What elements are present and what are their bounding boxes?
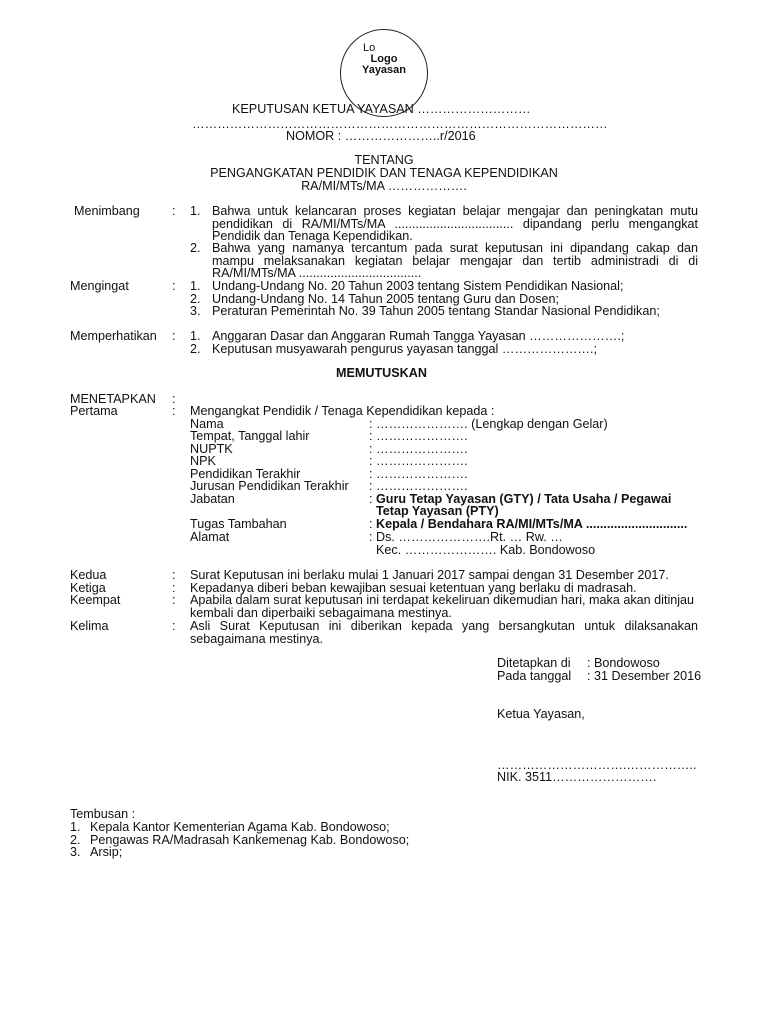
- kedua-text: Surat Keputusan ini berlaku mulai 1 Januari 2017 sampai dengan 31 Desember 2017.: [190, 568, 669, 582]
- pertama-label: Pertama: [70, 404, 118, 418]
- kelima-label: Kelima: [70, 619, 109, 633]
- field-label-tugas: Tugas Tambahan: [190, 517, 287, 531]
- field-label-jurusan: Jurusan Pendidikan Terakhir: [190, 479, 349, 493]
- logo-small-text: Lo: [363, 42, 376, 54]
- ditetapkan-label: Ditetapkan di: [497, 656, 571, 670]
- tembusan-num-2: 2.: [70, 833, 81, 847]
- ketiga-text: Kepadanya diberi beban kewajiban sesuai ketentuan yang berlaku di madrasah.: [190, 581, 637, 595]
- field-label-nama: Nama: [190, 417, 224, 431]
- menetapkan-label: MENETAPKAN: [70, 392, 156, 406]
- menimbang-2-line-1: Bahwa yang namanya tercantum pada surat keputusan ini dipandang cakap dan: [212, 241, 698, 255]
- memperhatikan-num-2: 2.: [190, 342, 201, 356]
- header-subject-2: RA/MI/MTs/MA ……………….: [301, 179, 467, 193]
- memperhatikan-item-2: Keputusan musyawarah pengurus yayasan tanggal ………………….;: [212, 342, 598, 356]
- field-value-alamat-2: Kec. …………………. Kab. Bondowoso: [376, 543, 596, 557]
- memperhatikan-item-1: Anggaran Dasar dan Anggaran Rumah Tangga Yayasan ………………….;: [212, 329, 625, 343]
- header-dotted-line: ………………………………………………………………………………………: [192, 117, 608, 131]
- memperhatikan-colon: :: [172, 329, 176, 343]
- field-value-nuptk: : ………………….: [369, 442, 468, 456]
- menimbang-num-1: 1.: [190, 204, 201, 218]
- mengingat-item-2: Undang-Undang No. 14 Tahun 2005 tentang Guru dan Dosen;: [212, 292, 560, 306]
- header-title: KEPUTUSAN KETUA YAYASAN ………………………: [232, 102, 531, 116]
- keempat-label: Keempat: [70, 593, 121, 607]
- kelima-line-2: sebagaimana mestinya.: [190, 632, 324, 646]
- tembusan-item-2: Pengawas RA/Madrasah Kankemenag Kab. Bondowoso;: [90, 833, 410, 847]
- memperhatikan-label: Memperhatikan: [70, 329, 157, 343]
- menimbang-2-line-2: mampu melaksanakan kegiatan belajar mengajar dan tertib administradi di di: [212, 254, 698, 268]
- header-subject: PENGANGKATAN PENDIDIK DAN TENAGA KEPENDIDIKAN: [210, 166, 558, 180]
- pertama-colon: :: [172, 404, 176, 418]
- ketiga-label: Ketiga: [70, 581, 106, 595]
- logo-line-1: Logo: [370, 53, 398, 65]
- header-nomor: NOMOR : …………………..r/2016: [286, 129, 476, 143]
- tembusan-item-1: Kepala Kantor Kementerian Agama Kab. Bondowoso;: [90, 820, 390, 834]
- mengingat-num-2: 2.: [190, 292, 201, 306]
- mengingat-label: Mengingat: [70, 279, 129, 293]
- logo-line-2: Yayasan: [361, 64, 407, 76]
- menimbang-num-2: 2.: [190, 241, 201, 255]
- keempat-line-2: kembali dan diperbaiki sebagaimana mestinya.: [190, 606, 452, 620]
- signature-role: Ketua Yayasan,: [497, 707, 585, 721]
- field-label-pendidikan: Pendidikan Terakhir: [190, 467, 301, 481]
- tanggal-value: : 31 Desember 2016: [587, 669, 702, 683]
- signature-nik: NIK. 3511…………………….: [497, 770, 657, 784]
- field-value-npk: : ………………….: [369, 454, 468, 468]
- menimbang-label: Menimbang: [74, 204, 140, 218]
- signature-name: ………………………….……………..: [497, 758, 697, 772]
- field-value-nama: : …………………. (Lengkap dengan Gelar): [369, 417, 608, 431]
- keempat-line-1: Apabila dalam surat keputusan ini terdapat kekeliruan dikemudian hari, maka akan ditinjau: [190, 593, 695, 607]
- tembusan-num-1: 1.: [70, 820, 81, 834]
- field-value-jurusan: : ………………….: [369, 479, 468, 493]
- mengingat-colon: :: [172, 279, 176, 293]
- mengingat-item-1: Undang-Undang No. 20 Tahun 2003 tentang Sistem Pendidikan Nasional;: [212, 279, 624, 293]
- field-label-nuptk: NUPTK: [190, 442, 233, 456]
- field-value-pendidikan: : ………………….: [369, 467, 468, 481]
- kelima-line-1: Asli Surat Keputusan ini diberikan kepada yang bersangkutan untuk dilaksanakan: [190, 619, 698, 633]
- ditetapkan-value: : Bondowoso: [587, 656, 660, 670]
- pertama-intro: Mengangkat Pendidik / Tenaga Kependidikan kepada :: [190, 404, 495, 418]
- ketiga-colon: :: [172, 581, 176, 595]
- field-label-npk: NPK: [190, 454, 216, 468]
- field-value-jabatan-2: Tetap Yayasan (PTY): [376, 504, 499, 518]
- menimbang-colon: :: [172, 204, 176, 218]
- kelima-colon: :: [172, 619, 176, 633]
- tembusan-num-3: 3.: [70, 845, 81, 859]
- field-value-alamat-1: : Ds. ………………….Rt. … Rw. …: [369, 530, 563, 544]
- field-colon-tugas: :: [369, 517, 373, 531]
- header-tentang: TENTANG: [354, 153, 414, 167]
- field-label-jabatan: Jabatan: [190, 492, 235, 506]
- mengingat-item-3: Peraturan Pemerintah No. 39 Tahun 2005 tentang Standar Nasional Pendidikan;: [212, 304, 660, 318]
- field-value-tugas: Kepala / Bendahara RA/MI/MTs/MA .............................: [376, 517, 688, 531]
- mengingat-num-3: 3.: [190, 304, 201, 318]
- memutuskan-heading: MEMUTUSKAN: [336, 366, 427, 380]
- field-colon-jabatan: :: [369, 492, 373, 506]
- tembusan-title: Tembusan :: [70, 807, 136, 821]
- tembusan-item-3: Arsip;: [90, 845, 123, 859]
- kedua-label: Kedua: [70, 568, 107, 582]
- menimbang-1-line-3: Pendidik dan Tenaga Kependidikan.: [212, 229, 413, 243]
- field-value-ttl: : ………………….: [369, 429, 468, 443]
- field-label-alamat: Alamat: [190, 530, 230, 544]
- keempat-colon: :: [172, 593, 176, 607]
- menetapkan-colon: :: [172, 392, 176, 406]
- mengingat-num-1: 1.: [190, 279, 201, 293]
- tanggal-label: Pada tanggal: [497, 669, 572, 683]
- menimbang-2-line-3: RA/MI/MTs/MA ...................................: [212, 266, 422, 280]
- kedua-colon: :: [172, 568, 176, 582]
- menimbang-1-line-2: pendidikan di RA/MI/MTs/MA .................................. dipandang perlu mengangkat: [212, 217, 698, 231]
- memperhatikan-num-1: 1.: [190, 329, 201, 343]
- menimbang-1-line-1: Bahwa untuk kelancaran proses kegiatan belajar mengajar dan peningkatan mutu: [212, 204, 698, 218]
- field-label-ttl: Tempat, Tanggal lahir: [190, 429, 310, 443]
- field-value-jabatan-1: Guru Tetap Yayasan (GTY) / Tata Usaha / Pegawai: [376, 492, 672, 506]
